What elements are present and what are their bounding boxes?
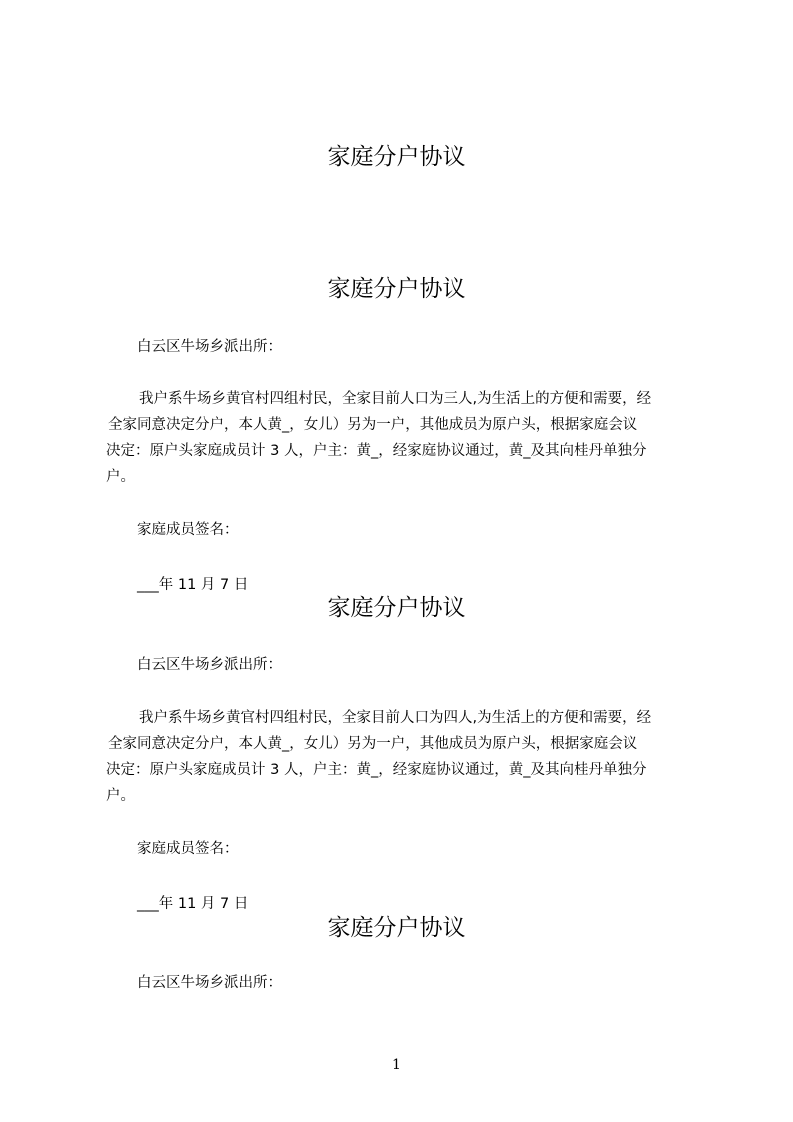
section-3-title: 家庭分户协议 (327, 915, 466, 941)
section-2-title: 家庭分户协议 (327, 595, 466, 621)
section-2-date: ___年 11 月 7 日 (137, 896, 249, 912)
section-1-addressee: 白云区牛场乡派出所： (137, 339, 282, 355)
page-number: 1 (392, 1057, 401, 1073)
section-1-title: 家庭分户协议 (327, 276, 466, 302)
section-2-addressee: 白云区牛场乡派出所： (137, 657, 282, 673)
section-1-body-line-1: 我户系牛场乡黄官村四组村民，全家目前人口为三人,为生活上的方便和需要，经 (139, 391, 652, 407)
section-1-body-line-3: 决定：原户头家庭成员计 3 人，户主：黄_，经家庭协议通过，黄_及其向桂丹单独分 (106, 443, 647, 459)
section-1-body-line-4: 户。 (106, 469, 135, 485)
section-2-body-line-4: 户。 (106, 788, 135, 804)
section-2-body-line-2: 全家同意决定分户，本人黄_，女儿）另为一户，其他成员为原户头，根据家庭会议 (108, 736, 638, 752)
section-2-signature-label: 家庭成员签名： (137, 841, 239, 857)
section-2-body-line-1: 我户系牛场乡黄官村四组村民，全家目前人口为四人,为生活上的方便和需要，经 (139, 710, 652, 726)
section-1-signature-label: 家庭成员签名： (137, 522, 239, 538)
section-2-body-line-3: 决定：原户头家庭成员计 3 人，户主：黄_，经家庭协议通过，黄_及其向桂丹单独分 (106, 762, 647, 778)
document-main-title: 家庭分户协议 (327, 144, 466, 170)
section-1-body-line-2: 全家同意决定分户，本人黄_，女儿）另为一户，其他成员为原户头，根据家庭会议 (108, 417, 638, 433)
section-3-addressee: 白云区牛场乡派出所： (137, 975, 282, 991)
section-1-date: ___年 11 月 7 日 (137, 577, 249, 593)
